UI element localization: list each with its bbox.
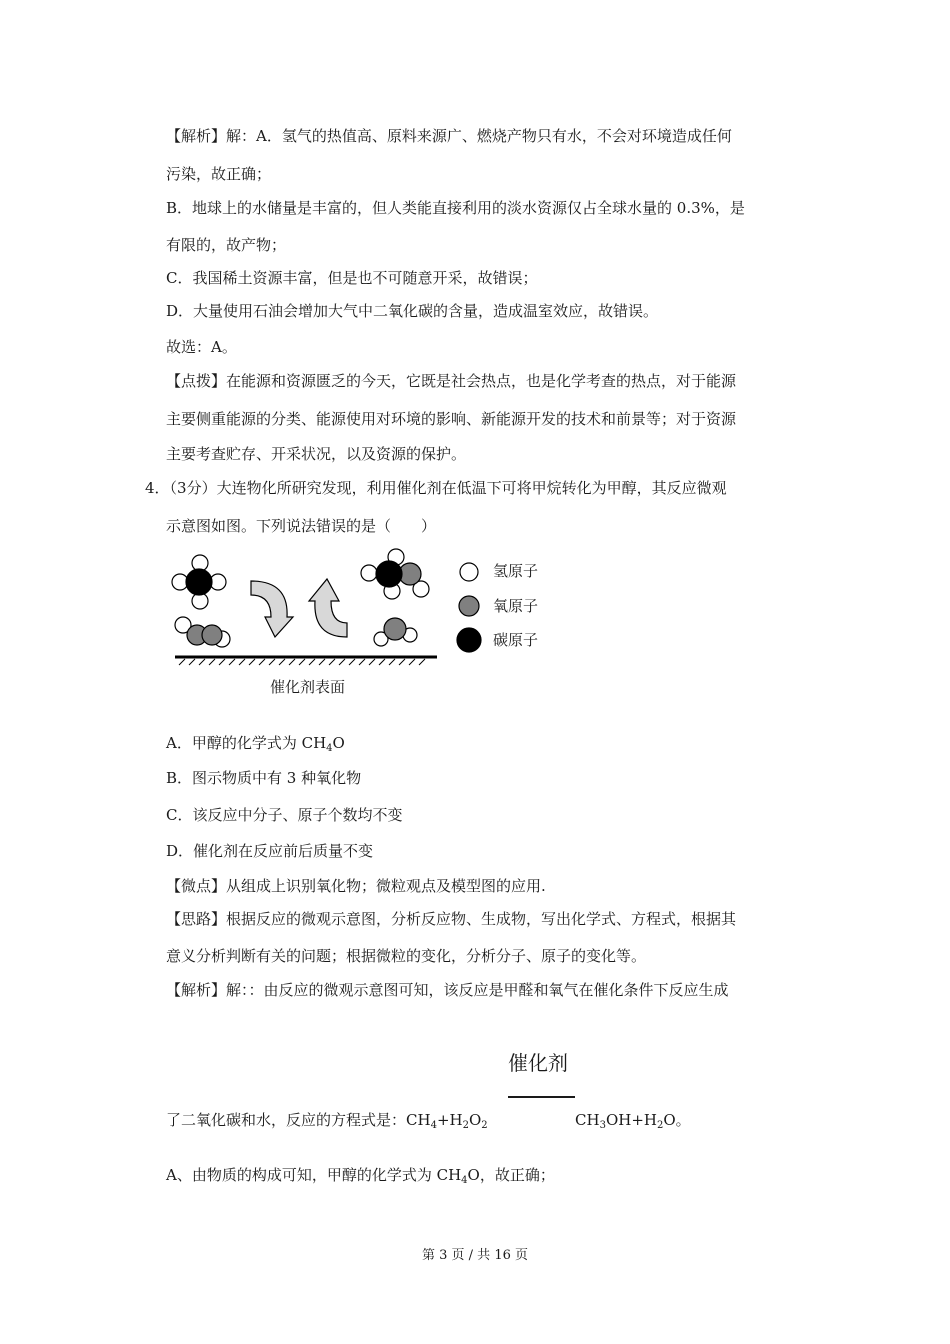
legend-carbon-swatch: [457, 628, 481, 652]
equation-line: 了二氧化碳和水，反应的方程式是：$CH_4+H_2O_2$: [166, 1111, 488, 1131]
tip-line: 主要考查贮存、开采状况，以及资源的保护。: [166, 445, 467, 463]
equation-products: $CH_3OH+H_2O$。: [575, 1111, 691, 1131]
tip-line: 主要侧重能源的分类、能源使用对环境的影响、新能源开发的技术和前景等；对于资源: [166, 410, 737, 428]
curved-arrow-up-icon: [309, 579, 347, 637]
reaction-condition: 催化剂: [508, 1051, 568, 1075]
methane-molecule: [172, 555, 226, 609]
idea-line: 意义分析判断有关的问题；根据微粒的变化，分析分子、原子的变化等。: [166, 947, 647, 965]
water-molecule: [374, 618, 417, 646]
page-footer: 第 3 页 / 共 16 页: [422, 1248, 528, 1263]
curved-arrow-down-icon: [251, 581, 293, 637]
legend-oxygen-label: 氧原子: [493, 597, 539, 615]
legend-oxygen-swatch: [459, 596, 479, 616]
analysis-line: C．我国稀土资源丰富，但是也不可随意开采，故错误；: [166, 269, 538, 287]
option-c: C．该反应中分子、原子个数均不变: [166, 806, 403, 824]
legend-hydrogen-label: 氢原子: [493, 562, 539, 580]
analysis-line: 【解析】解：：由反应的微观示意图可知，该反应是甲醛和氧气在催化条件下反应生成: [166, 981, 729, 999]
idea-line: 【思路】根据反应的微观示意图，分析反应物、生成物，写出化学式、方程式，根据其: [166, 910, 737, 928]
question-stem: 4．（3分）大连物化所研究发现，利用催化剂在低温下可将甲烷转化为甲醇，其反应微观: [145, 479, 727, 497]
analysis-line: 有限的，故产物；: [166, 236, 287, 254]
methanol-molecule: [361, 549, 429, 599]
analysis-line: 【解析】解：A．氢气的热值高、原料来源广、燃烧产物只有水，不会对环境造成任何: [166, 127, 732, 145]
tip-line: 【点拨】在能源和资源匮乏的今天，它既是社会热点，也是化学考查的热点，对于能源: [166, 372, 737, 390]
surface-label: 催化剂表面: [270, 678, 346, 696]
legend-hydrogen-swatch: [460, 563, 478, 581]
analysis-line: 污染，故正确；: [166, 165, 272, 183]
knowledge-point: 【微点】从组成上识别氧化物；微粒观点及模型图的应用.: [166, 877, 546, 895]
option-b: B．图示物质中有 3 种氧化物: [166, 769, 362, 787]
answer-line: 故选：A。: [166, 338, 237, 356]
option-a: A．甲醇的化学式为 $CH_4O$: [166, 734, 345, 754]
reaction-arrow-line: [508, 1096, 575, 1098]
option-d: D．催化剂在反应前后质量不变: [166, 842, 374, 860]
analysis-line: B．地球上的水储量是丰富的，但人类能直接利用的淡水资源仅占全球水量的 0.3%，是: [166, 199, 745, 217]
legend-carbon-label: 碳原子: [493, 631, 539, 649]
final-analysis-line: A、由物质的构成可知，甲醇的化学式为 $CH_4O$，故正确；: [166, 1166, 555, 1186]
oxygen-molecule: [175, 617, 230, 647]
question-stem: 示意图如图。下列说法错误的是（ ）: [166, 517, 437, 535]
analysis-line: D．大量使用石油会增加大气中二氧化碳的含量，造成温室效应，故错误。: [166, 302, 659, 320]
